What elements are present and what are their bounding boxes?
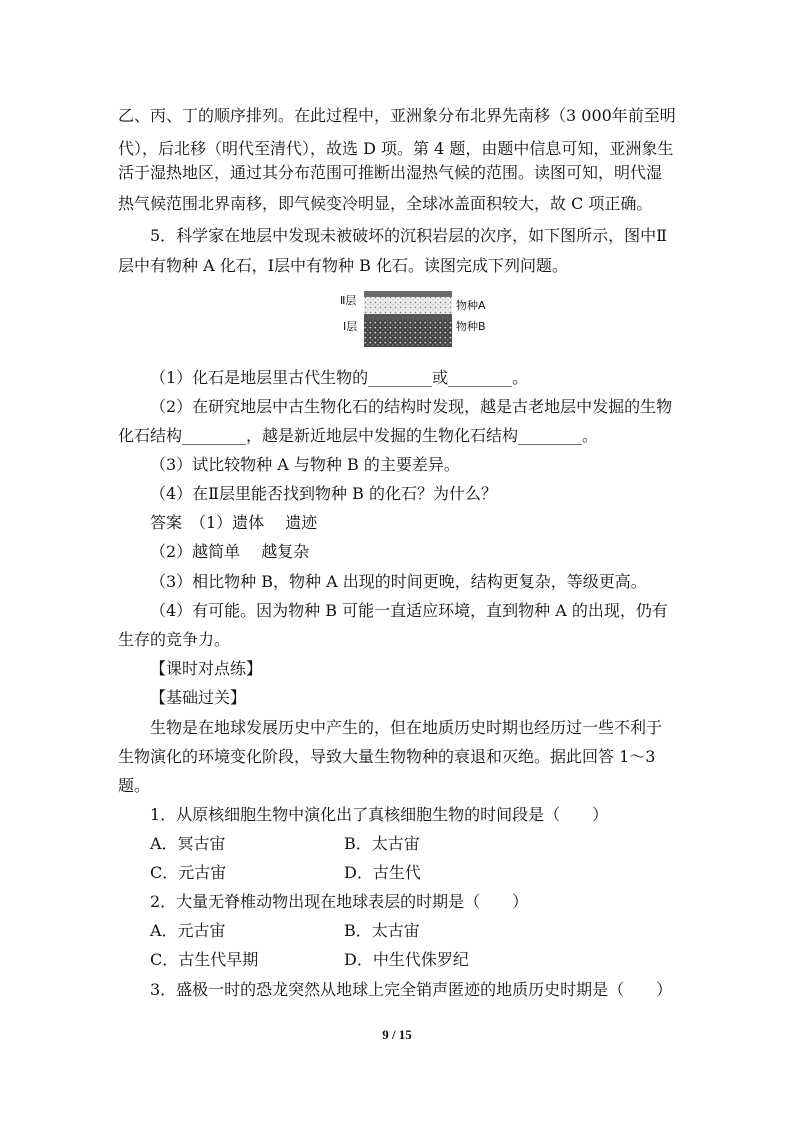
- question-5-2: （2）在研究地层中古生物化石的结构时发现，越是古老地层中发掘的生物: [150, 397, 673, 416]
- paragraph-line: 热气候范围北界南移，即气候变冷明显，全球冰盖面积较大，故 C 项正确。: [118, 194, 653, 213]
- answer-line: （4）有可能。因为物种 B 可能一直适应环境，直到物种 A 的出现，仍有: [150, 601, 668, 620]
- question-1-stem: 1．从原核细胞生物中演化出了真核细胞生物的时间段是（ ）: [150, 805, 609, 824]
- option-a: A．元古宙: [150, 921, 226, 940]
- option-d: D．中生代侏罗纪: [344, 950, 469, 969]
- question-2-stem: 2．大量无脊椎动物出现在地球表层的时期是（ ）: [150, 892, 529, 911]
- option-c: C．元古宙: [150, 863, 227, 882]
- layer-boundary-band: [364, 314, 452, 320]
- layer-i-band: [364, 320, 452, 347]
- section-heading: 【课时对点练】: [150, 659, 263, 678]
- question-5-3: （3）试比较物种 A 与物种 B 的主要差异。: [150, 455, 460, 474]
- question-5-1: （1）化石是地层里古代生物的________或________。: [150, 368, 529, 387]
- answer-line: 生存的竞争力。: [118, 630, 231, 649]
- answer-line: （2）越简单 越复杂: [150, 542, 310, 561]
- rock-layer-figure: [340, 291, 500, 347]
- top-crust-band: [364, 291, 452, 297]
- option-d: D．古生代: [344, 863, 421, 882]
- question-3-stem: 3．盛极一时的恐龙突然从地球上完全销声匿迹的地质历史时期是（ ）: [150, 980, 673, 999]
- species-a-label: 物种A: [456, 299, 486, 312]
- page-number: 9 / 15: [382, 1027, 412, 1042]
- paragraph-line: 活于湿热地区，通过其分布范围可推断出湿热气候的范围。读图可知，明代湿: [118, 163, 663, 182]
- layer-ii-band: [364, 297, 452, 314]
- question-5-stem: 层中有物种 A 化石，Ⅰ层中有物种 B 化石。读图完成下列问题。: [118, 256, 568, 275]
- option-b: B．太古宙: [344, 921, 420, 940]
- answer-line: （3）相比物种 B，物种 A 出现的时间更晚，结构更复杂，等级更高。: [150, 572, 647, 591]
- option-b: B．太古宙: [344, 834, 420, 853]
- answer-label: 答案 （1）遗体 遗迹: [150, 513, 318, 532]
- question-5-stem: 5．科学家在地层中发现未被破坏的沉积岩层的次序，如下图所示，图中Ⅱ: [150, 226, 668, 245]
- paragraph-line: 代），后北移（明代至清代），故选 D 项。第 4 题，由题中信息可知，亚洲象生: [118, 139, 674, 158]
- layer-ii-label: Ⅱ层: [340, 294, 357, 307]
- option-a: A．冥古宙: [150, 834, 226, 853]
- paragraph-line: 乙、丙、丁的顺序排列。在此过程中，亚洲象分布北界先南移（3 000年前至明: [118, 106, 676, 125]
- option-c: C．古生代早期: [150, 950, 259, 969]
- passage-line: 题。: [118, 776, 151, 795]
- passage-line: 生物演化的环境变化阶段，导致大量生物物种的衰退和灭绝。据此回答 1～3: [118, 747, 656, 766]
- layer-i-label: Ⅰ层: [343, 320, 358, 333]
- question-5-2: 化石结构________，越是新近地层中发掘的生物化石结构________。: [118, 426, 599, 445]
- section-heading: 【基础过关】: [150, 688, 247, 707]
- species-b-label: 物种B: [456, 320, 486, 333]
- passage-line: 生物是在地球发展历史中产生的，但在地质历史时期也经历过一些不利于: [150, 718, 663, 737]
- rock-layer-illustration: [364, 291, 452, 347]
- question-5-4: （4）在Ⅱ层里能否找到物种 B 的化石？为什么？: [150, 484, 497, 503]
